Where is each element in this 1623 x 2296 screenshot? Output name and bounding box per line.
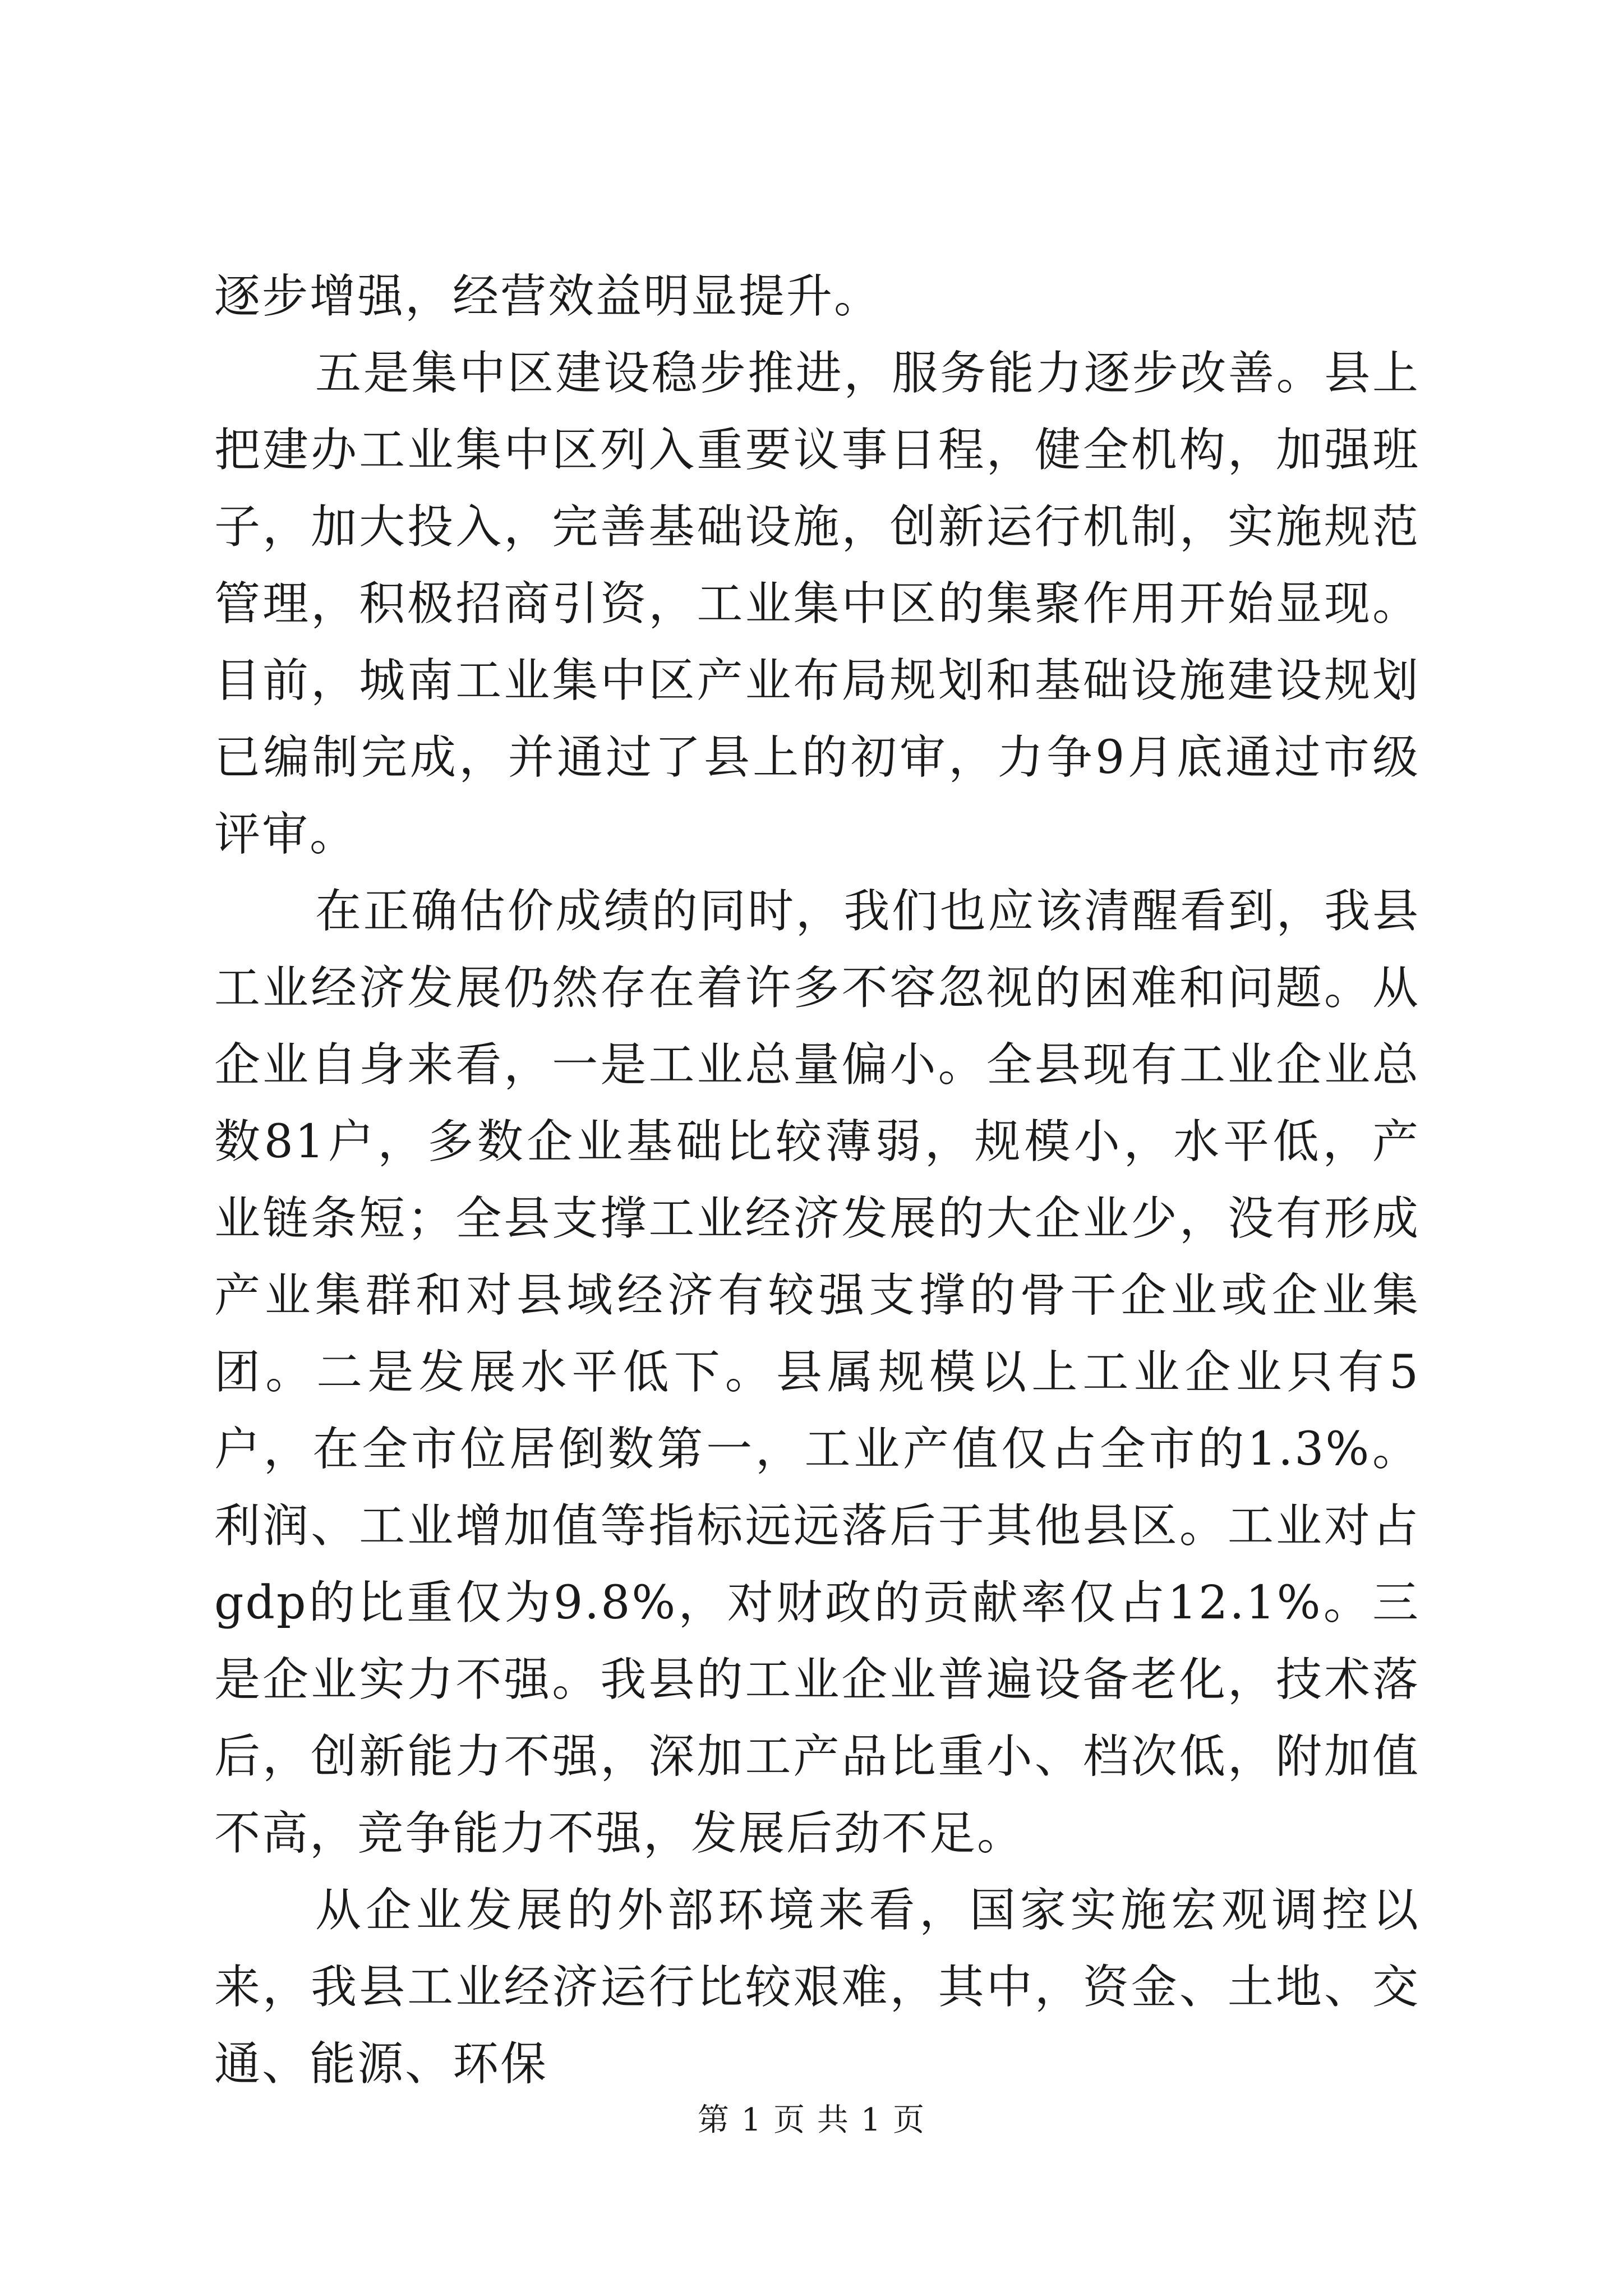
paragraph-2: 五是集中区建设稳步推进，服务能力逐步改善。县上把建办工业集中区列入重要议事日程，健全机构，加强班子，加大投入，完善基础设施，创新运行机制，实施规范管理，积极招商引资，工业集中区的集聚作用开始显现。目前，城南工业集中区产业布局规划和基础设施建设规划已编制完成，并通过了县上的初审，力争9月底通过市级评审。 — [214, 347, 1420, 861]
paragraph-1: 逐步增强，经营效益明显提升。 — [214, 270, 882, 323]
document-body — [214, 258, 1420, 2102]
paragraph-4: 从企业发展的外部环境来看，国家实施宏观调控以来，我县工业经济运行比较艰难，其中，资金、土地、交通、能源、环保 — [214, 1884, 1420, 2091]
paragraph-3: 在正确估价成绩的同时，我们也应该清醒看到，我县工业经济发展仍然存在着许多不容忽视的困难和问题。从企业自身来看，一是工业总量偏小。全县现有工业企业总数81户，多数企业基础比较薄弱，规模小，水平低，产业链条短；全县支撑工业经济发展的大企业少，没有形成产业集群和对县域经济有较强支撑的骨干企业或企业集团。二是发展水平低下。县属规模以上工业企业只有5户，在全市位居倒数第一，工业产值仅占全市的1.3%。利润、工业增加值等指标远远落后于其他县区。工业对占gdp的比重仅为9.8%，对财政的贡献率仅占12.1%。三是企业实力不强。我县的工业企业普遍设备老化，技术落后，创新能力不强，深加工产品比重小、档次低，附加值不高，竞争能力不强，发展后劲不足。 — [214, 885, 1420, 1860]
page-footer: 第 1 页 共 1 页 — [697, 2102, 926, 2138]
